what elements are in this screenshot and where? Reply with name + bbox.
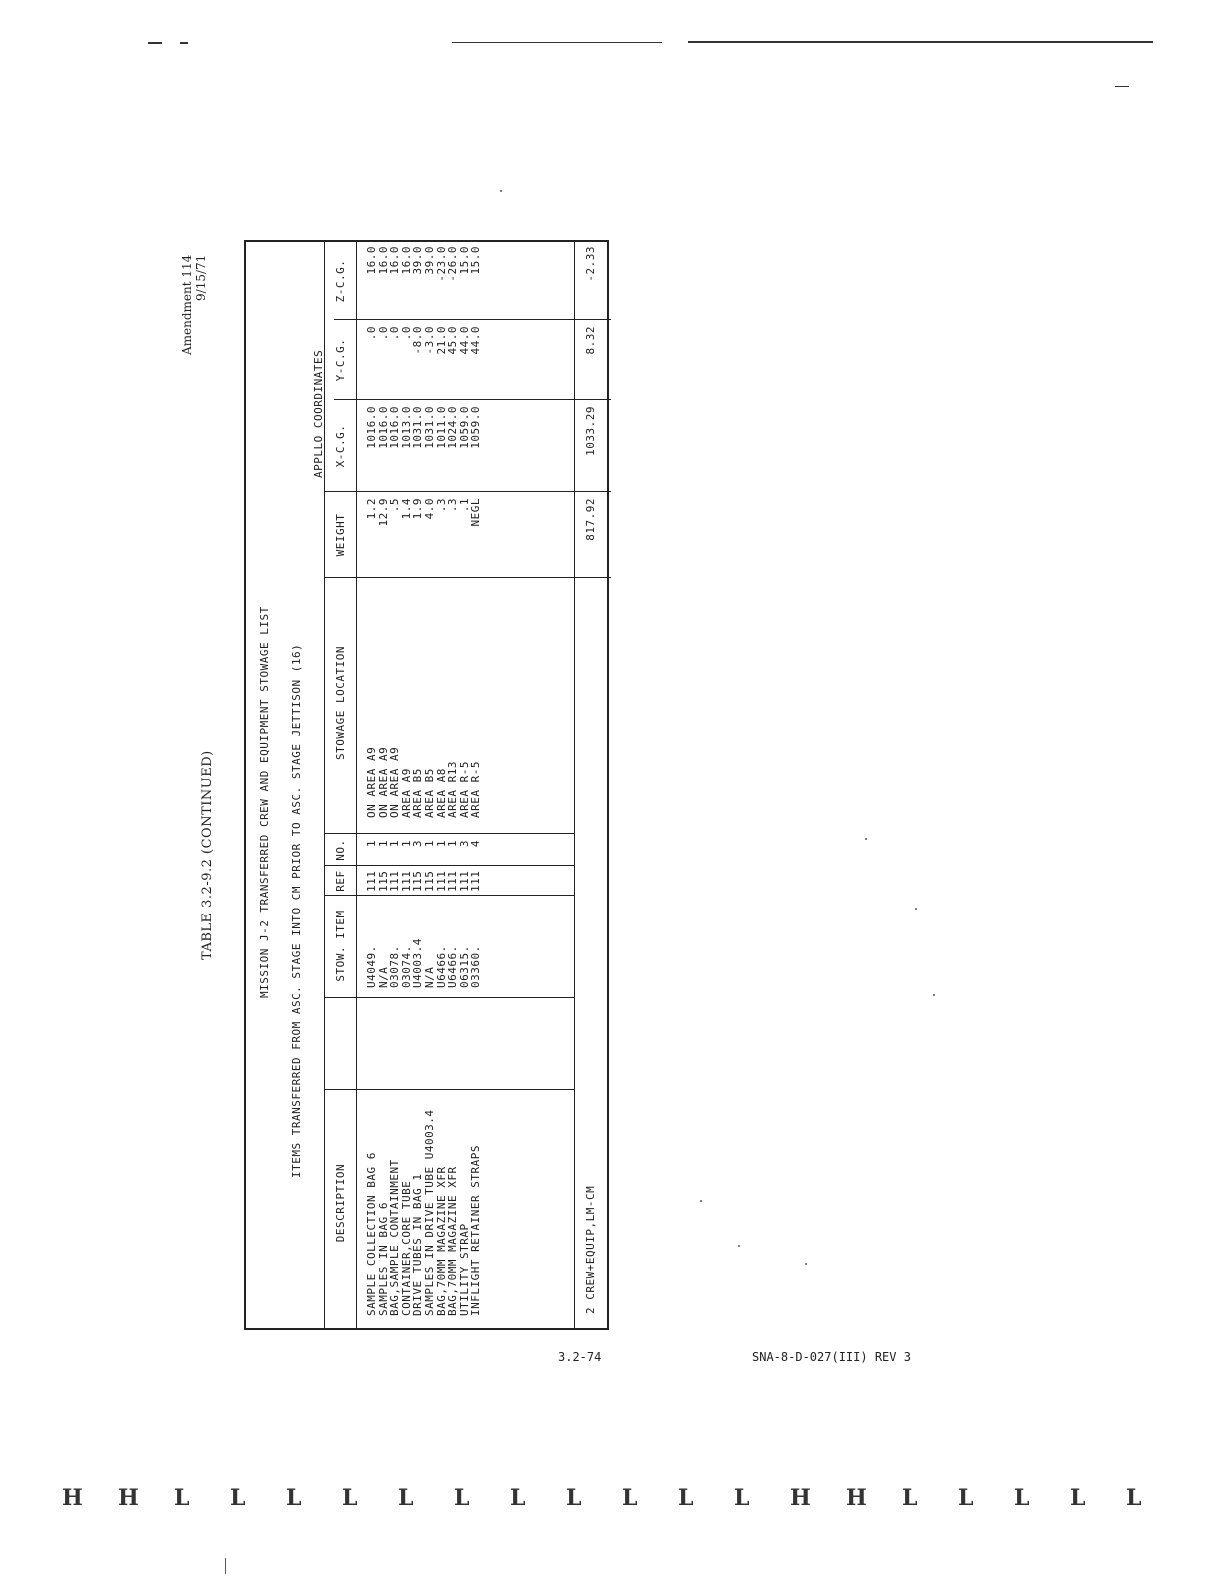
tab-mark: L <box>1014 1485 1030 1511</box>
cell-z-cg: 39.0 <box>423 246 436 275</box>
cell-z-cg: 15.0 <box>469 246 483 275</box>
cell-x-cg: 1013.0 <box>399 406 413 449</box>
cell-x-cg: 1024.0 <box>446 406 460 449</box>
table-caption: TABLE 3.2-9.2 (CONTINUED) <box>200 750 215 960</box>
col-rule <box>334 319 611 320</box>
amendment-number: Amendment 114 <box>180 254 194 355</box>
tab-mark: L <box>622 1485 638 1511</box>
total-x-cg: 1033.29 <box>584 406 597 456</box>
cell-no: 1 <box>399 840 413 848</box>
cell-no: 1 <box>423 840 436 848</box>
coordinates-heading: APPLLO COORDINATES <box>312 349 325 478</box>
cell-description: SAMPLE COLLECTION BAG 6 <box>365 1152 378 1316</box>
cell-ref: 115 <box>411 870 425 892</box>
cell-description: SAMPLES IN BAG 6 <box>376 1202 390 1316</box>
scan-edge-line <box>1115 86 1129 87</box>
tab-mark: L <box>1070 1485 1086 1511</box>
scan-edge-line <box>452 42 662 43</box>
cell-z-cg: 15.0 <box>457 246 471 275</box>
cell-ref: 111 <box>457 870 471 892</box>
cell-ref: 111 <box>434 870 448 892</box>
cell-location: ON AREA A9 <box>376 746 390 818</box>
tab-mark: L <box>510 1485 526 1511</box>
cell-x-cg: 1011.0 <box>434 406 448 449</box>
header-ref: REF <box>334 870 347 892</box>
stowage-table <box>244 240 609 1330</box>
header-bottom-rule <box>356 242 357 1328</box>
cell-location: ON AREA A9 <box>388 746 402 818</box>
cell-stow-item: U6466. <box>434 945 448 988</box>
header-stow-item: STOW. ITEM <box>334 910 347 982</box>
cell-y-cg: -3.0 <box>423 326 436 355</box>
cell-weight: NEGL <box>469 498 483 527</box>
cell-ref: 115 <box>423 870 436 892</box>
col-rule <box>324 895 574 896</box>
tab-mark: L <box>1126 1485 1142 1511</box>
col-rule <box>324 865 574 866</box>
cell-x-cg: 1016.0 <box>365 406 378 449</box>
cell-no: 3 <box>457 840 471 848</box>
cell-stow-item: 03360. <box>469 945 483 988</box>
cell-location: AREA R13 <box>446 761 460 818</box>
tab-mark: L <box>958 1485 974 1511</box>
col-rule <box>324 577 611 578</box>
cell-z-cg: 16.0 <box>399 246 413 275</box>
cell-no: 1 <box>365 840 378 848</box>
scan-speck <box>738 1245 740 1247</box>
cell-y-cg: .0 <box>399 326 413 341</box>
col-rule <box>334 399 611 400</box>
tab-mark: L <box>398 1485 414 1511</box>
cell-x-cg: 1016.0 <box>388 406 402 449</box>
tab-mark: L <box>286 1485 302 1511</box>
cell-z-cg: -23.0 <box>434 246 448 282</box>
col-rule <box>324 491 611 492</box>
total-label: 2 CREW+EQUIP,LM-CM <box>584 1185 597 1314</box>
header-x-cg: X-C.G. <box>334 424 347 468</box>
header-weight: WEIGHT <box>334 513 347 557</box>
cell-no: 3 <box>411 840 425 848</box>
cell-location: AREA B5 <box>423 768 436 818</box>
page-number: 3.2-74 <box>558 1350 602 1364</box>
cell-description: SAMPLES IN DRIVE TUBE U4003.4 <box>423 1109 436 1316</box>
cell-location: ON AREA A9 <box>365 746 378 818</box>
header-stowage-location: STOWAGE LOCATION <box>334 646 347 760</box>
cell-no: 4 <box>469 840 483 848</box>
cell-z-cg: -26.0 <box>446 246 460 282</box>
cell-ref: 111 <box>365 870 378 892</box>
tab-mark: L <box>566 1485 582 1511</box>
cell-location: AREA A9 <box>399 768 413 818</box>
amendment-stamp <box>180 255 208 355</box>
scan-edge-line <box>688 41 1153 43</box>
cell-ref: 115 <box>376 870 390 892</box>
cell-y-cg: 44.0 <box>457 326 471 355</box>
header-z-cg: Z-C.G. <box>334 259 347 303</box>
cell-x-cg: 1016.0 <box>376 406 390 449</box>
cell-no: 1 <box>388 840 402 848</box>
cell-z-cg: 16.0 <box>365 246 378 275</box>
cell-description: CONTAINER,CORE TUBE <box>399 1180 413 1316</box>
scan-speck <box>805 1263 807 1265</box>
scan-speck <box>915 908 917 910</box>
cell-ref: 111 <box>446 870 460 892</box>
header-no: NO. <box>334 839 347 861</box>
cell-ref: 111 <box>399 870 413 892</box>
cell-y-cg: -8.0 <box>411 326 425 355</box>
tab-mark: H <box>790 1485 811 1511</box>
cell-description: BAG,70MM MAGAZINE XFR <box>434 1166 448 1316</box>
cell-z-cg: 16.0 <box>376 246 390 275</box>
tab-mark: H <box>846 1485 867 1511</box>
tab-mark: L <box>902 1485 918 1511</box>
cell-ref: 111 <box>469 870 483 892</box>
tab-mark: L <box>174 1485 190 1511</box>
cell-no: 1 <box>446 840 460 848</box>
document-id: SNA-8-D-027(III) REV 3 <box>752 1350 911 1364</box>
cell-location: AREA R-5 <box>457 761 471 818</box>
cell-stow-item: 06315. <box>457 945 471 988</box>
cell-stow-item: N/A <box>423 966 436 988</box>
cell-weight: .1 <box>457 498 471 513</box>
header-top-rule <box>324 242 325 1328</box>
tab-mark: L <box>230 1485 246 1511</box>
scan-speck <box>933 994 935 996</box>
scan-speck <box>700 1200 702 1202</box>
tab-mark: L <box>678 1485 694 1511</box>
tab-mark: L <box>342 1485 358 1511</box>
cell-y-cg: .0 <box>388 326 402 341</box>
header-description: DESCRIPTION <box>334 1163 347 1243</box>
cell-y-cg: 21.0 <box>434 326 448 355</box>
cell-x-cg: 1031.0 <box>411 406 425 449</box>
cell-weight: .3 <box>434 498 448 513</box>
header-y-cg: Y-C.G. <box>334 338 347 382</box>
total-y-cg: 8.32 <box>584 326 597 355</box>
col-rule <box>324 1089 574 1090</box>
tab-mark: H <box>62 1485 83 1511</box>
tab-mark: L <box>734 1485 750 1511</box>
cell-weight: 12.9 <box>376 498 390 527</box>
tab-mark: H <box>118 1485 139 1511</box>
cell-y-cg: .0 <box>365 326 378 341</box>
cell-z-cg: 16.0 <box>388 246 402 275</box>
cell-stow-item: 03078. <box>388 945 402 988</box>
cell-weight: 4.0 <box>423 498 436 520</box>
cell-no: 1 <box>434 840 448 848</box>
cell-y-cg: .0 <box>376 326 390 341</box>
table-subtitle: ITEMS TRANSFERRED FROM ASC. STAGE INTO CM PRIOR TO ASC. STAGE JETTISON (16) <box>290 643 303 1178</box>
cell-x-cg: 1031.0 <box>423 406 436 449</box>
scan-speck <box>225 1558 226 1574</box>
cell-stow-item: 03074. <box>399 945 413 988</box>
cell-weight: .3 <box>446 498 460 513</box>
col-rule <box>324 833 574 834</box>
cell-location: AREA R-5 <box>469 761 483 818</box>
cell-description: BAG,SAMPLE CONTAINMENT <box>388 1159 402 1316</box>
cell-stow-item: N/A <box>376 966 390 988</box>
cell-weight: 1.4 <box>399 498 413 520</box>
cell-x-cg: 1059.0 <box>469 406 483 449</box>
cell-description: DRIVE TUBES IN BAG 1 <box>411 1173 425 1316</box>
cell-no: 1 <box>376 840 390 848</box>
scan-edge-line <box>148 42 162 44</box>
cell-y-cg: 44.0 <box>469 326 483 355</box>
cell-location: AREA B5 <box>411 768 425 818</box>
cell-description: BAG,70MM MAGAZINE XFR <box>446 1166 460 1316</box>
total-z-cg: -2.33 <box>584 246 597 282</box>
cell-stow-item: U4049. <box>365 945 378 988</box>
cell-y-cg: 45.0 <box>446 326 460 355</box>
cell-description: UTILITY STRAP <box>457 1223 471 1316</box>
cell-stow-item: U6466. <box>446 945 460 988</box>
cell-location: AREA A8 <box>434 768 448 818</box>
col-rule <box>324 997 574 998</box>
scan-edge-line <box>180 42 188 44</box>
cell-ref: 111 <box>388 870 402 892</box>
scan-speck <box>865 838 867 840</box>
table-title: MISSION J-2 TRANSFERRED CREW AND EQUIPMENT STOWAGE LIST <box>258 606 271 998</box>
total-weight: 817.92 <box>584 498 597 541</box>
cell-weight: .5 <box>388 498 402 513</box>
cell-stow-item: U4003.4 <box>411 938 425 988</box>
cell-x-cg: 1059.0 <box>457 406 471 449</box>
amendment-date: 9/15/71 <box>194 254 208 301</box>
cell-weight: 1.9 <box>411 498 425 520</box>
total-row-rule <box>574 242 575 1328</box>
scan-speck <box>500 190 502 192</box>
cell-description: INFLIGHT RETAINER STRAPS <box>469 1145 483 1316</box>
cell-weight: 1.2 <box>365 498 378 520</box>
cell-z-cg: 39.0 <box>411 246 425 275</box>
tab-mark: L <box>454 1485 470 1511</box>
